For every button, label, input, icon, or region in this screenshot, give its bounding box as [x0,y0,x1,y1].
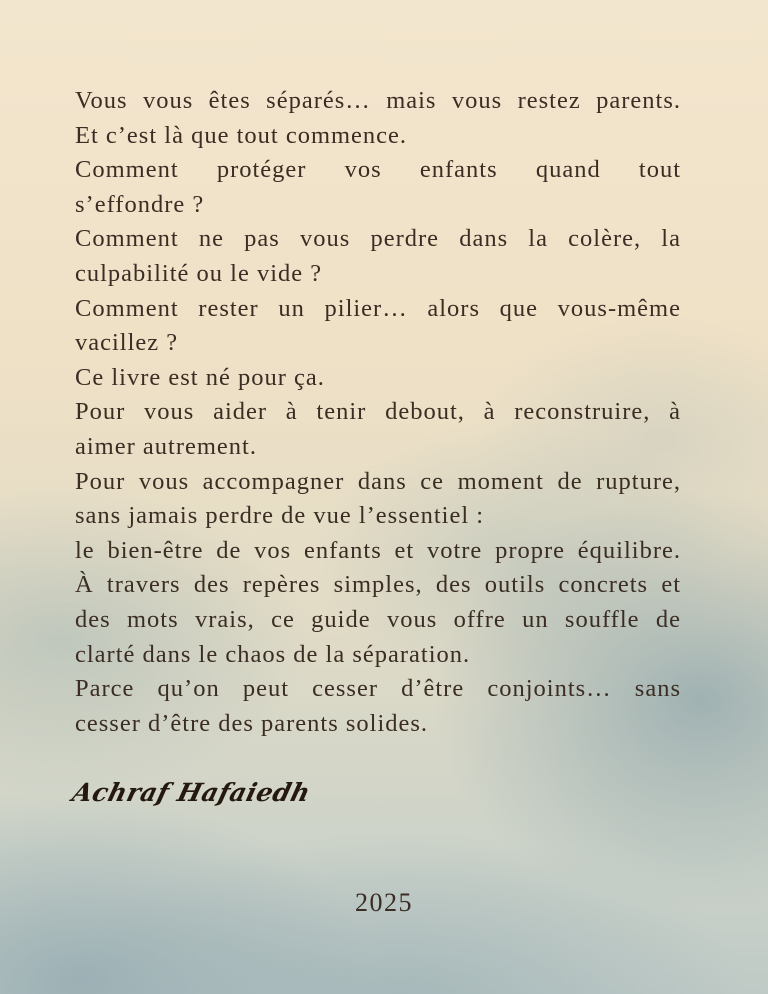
text-line: Comment protéger vos enfants quand tout [75,156,681,184]
text-line: Parce qu’on peut cesser d’être conjoints… sans [75,675,681,703]
text-line: cesser d’être des parents solides. [75,709,429,737]
text-line: aimer autrement. [75,432,257,460]
text-line: culpabilité ou le vide ? [75,259,323,287]
text-line: sans jamais perdre de vue l’essentiel : [75,502,485,530]
text-line: Et c’est là que tout commence. [75,121,408,149]
text-line: Pour vous aider à tenir debout, à reconstruire, à [75,398,681,426]
author-signature: Achraf Hafaiedh [69,778,314,807]
text-line: Ce livre est né pour ça. [75,363,325,391]
text-line: Comment rester un pilier… alors que vous-même [75,294,681,322]
description-text [75,84,681,741]
publication-year: 2025 [355,888,413,917]
text-line: À travers des repères simples, des outils concrets et [75,571,681,599]
text-line: le bien-être de vos enfants et votre propre équilibre. [75,536,681,564]
text-line: Pour vous accompagner dans ce moment de rupture, [75,467,681,495]
text-line: des mots vrais, ce guide vous offre un souffle de [75,605,681,633]
text-line: s’effondre ? [75,190,205,218]
text-line: Comment ne pas vous perdre dans la colère, la [75,225,681,253]
text-line: vacillez ? [75,329,179,357]
text-line: Vous vous êtes séparés… mais vous restez parents. [75,87,681,114]
text-line: clarté dans le chaos de la séparation. [75,640,471,668]
